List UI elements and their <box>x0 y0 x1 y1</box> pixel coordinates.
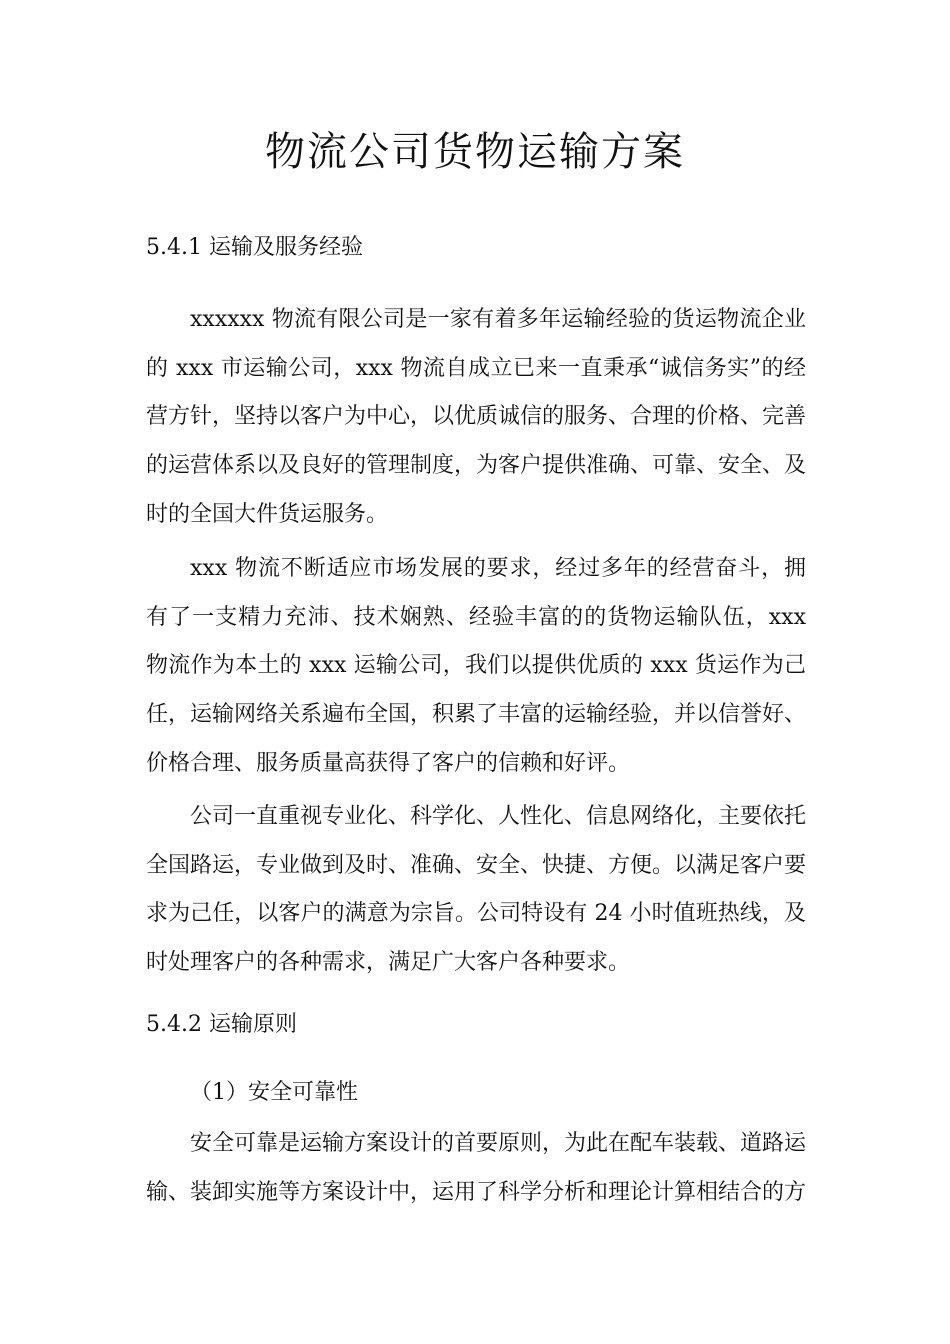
document-title: 物流公司货物运输方案 <box>265 129 685 175</box>
paragraph-safety-principle: 安全可靠是运输方案设计的首要原则，为此在配车装载、道路运输、装卸实施等方案设计中，运用了科学分析和理论计算相结合的方 <box>146 1131 807 1205</box>
paragraph-company-intro: xxxxxx 物流有限公司是一家有着多年运输经验的货运物流企业的 xxx 市运输公司，xxx 物流自成立已来一直秉承“诚信务实”的经营方针，坚持以客户为中心，以优质诚信的服务、合理的价格、完善的运营体系以及良好的管理制度，为客户提供准确、可靠、安全、及时的全国大件货运服务。 <box>146 307 807 527</box>
subheading-safety-reliability: （1）安全可靠性 <box>190 1080 358 1105</box>
paragraph-team-network: xxx 物流不断适应市场发展的要求，经过多年的经营奋斗，拥有了一支精力充沛、技术娴熟、经验丰富的的货物运输队伍，xxx 物流作为本土的 xxx 运输公司，我们以提供优质的 xxx 货运作为己任，运输网络关系遍布全国，积累了丰富的运输经验，并以信誉好、价格合理、服务质量高获得了客户的信赖和好评。 <box>146 556 807 776</box>
section-heading-5-4-1: 5.4.1 运输及服务经验 <box>146 235 363 260</box>
section-heading-5-4-2: 5.4.2 运输原则 <box>146 1012 297 1037</box>
paragraph-service-focus: 公司一直重视专业化、科学化、人性化、信息网络化，主要依托全国路运，专业做到及时、准确、安全、快捷、方便。以满足客户要求为己任，以客户的满意为宗旨。公司特设有 24 小时值班热线，及时处理客户的各种需求，满足广大客户各种要求。 <box>146 804 807 976</box>
